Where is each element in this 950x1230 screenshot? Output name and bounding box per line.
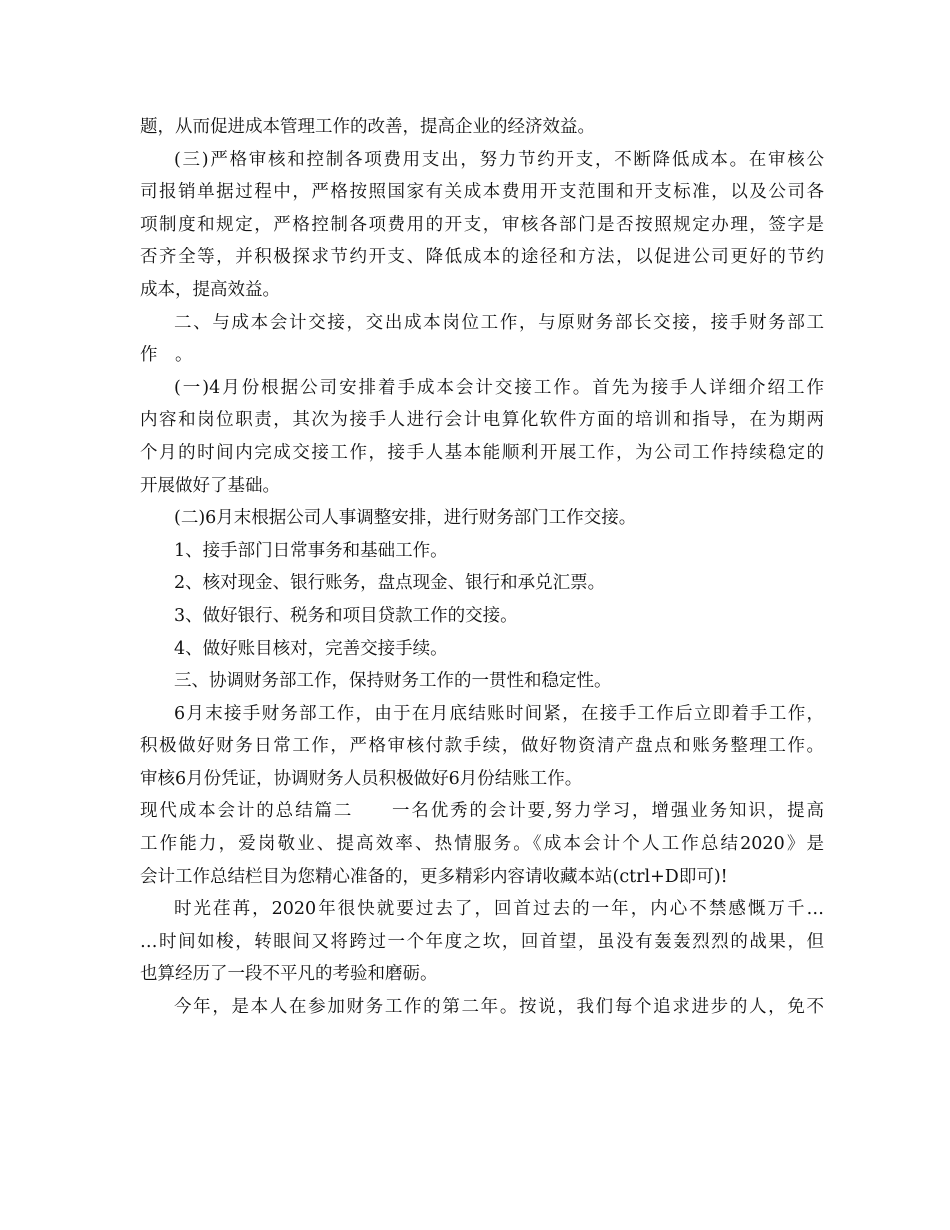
- text-line: 3、做好银行、税务和项目贷款工作的交接。: [174, 605, 518, 626]
- text-line: 司报销单据过程中，严格按照国家有关成本费用开支范围和开支标准，以及公司各: [140, 182, 824, 203]
- text-line: 成本，提高效益。: [140, 279, 280, 300]
- text-line: 三、协调财务部工作，保持财务工作的一贯性和稳定性。: [174, 671, 612, 692]
- text-line: 工作能力，爱岗敬业、提高效率、热情服务。《成本会计个人工作总结2020》是: [140, 834, 824, 855]
- text-line: 也算经历了一段不平凡的考验和磨砺。: [140, 964, 438, 985]
- text-line: 1、接手部门日常事务和基础工作。: [174, 540, 448, 561]
- text-line: 现代成本会计的总结篇二 一名优秀的会计要,努力学习，增强业务知识，提高: [140, 801, 824, 822]
- text-line: 内容和岗位职责，其次为接手人进行会计电算化软件方面的培训和指导，在为期两: [140, 410, 824, 431]
- document-page: [140, 111, 824, 1024]
- text-line: 今年，是本人在参加财务工作的第二年。按说，我们每个追求进步的人，免不: [174, 997, 824, 1018]
- text-line: (一)4月份根据公司安排着手成本会计交接工作。首先为接手人详细介绍工作: [174, 377, 824, 398]
- text-line: 4、做好账目核对，完善交接手续。: [174, 638, 448, 659]
- text-line: 二、与成本会计交接，交出成本岗位工作，与原财务部长交接，接手财务部工: [174, 312, 824, 333]
- text-line: …时间如梭，转眼间又将跨过一个年度之坎，回首望，虽没有轰轰烈烈的战果，但: [140, 931, 824, 952]
- text-line: 2、核对现金、银行账务，盘点现金、银行和承兑汇票。: [174, 573, 606, 594]
- text-line: 否齐全等，并积极探求节约开支、降低成本的途径和方法，以促进公司更好的节约: [140, 247, 824, 268]
- text-line: 作 。: [140, 345, 193, 366]
- text-line: 题，从而促进成本管理工作的改善，提高企业的经济效益。: [140, 117, 595, 137]
- text-line: 时光荏苒，2020年很快就要过去了，回首过去的一年，内心不禁感慨万千…: [174, 899, 824, 920]
- text-line: 积极做好财务日常工作，严格审核付款手续，做好物资清产盘点和账务整理工作。: [140, 736, 824, 757]
- text-line: 个月的时间内完成交接工作，接手人基本能顺利开展工作，为公司工作持续稳定的: [140, 442, 824, 463]
- text-line: (二)6月末根据公司人事调整安排，进行财务部门工作交接。: [174, 508, 637, 529]
- text-line: 开展做好了基础。: [140, 475, 280, 496]
- text-line: 审核6月份凭证，协调财务人员积极做好6月份结账工作。: [140, 768, 583, 789]
- text-line: 项制度和规定，严格控制各项费用的开支，审核各部门是否按照规定办理，签字是: [140, 214, 824, 235]
- text-line: 6月末接手财务部工作，由于在月底结账时间紧，在接手工作后立即着手工作，: [174, 703, 824, 724]
- text-line: 会计工作总结栏目为您精心准备的，更多精彩内容请收藏本站(ctrl+D即可)!: [140, 866, 728, 887]
- text-line: (三)严格审核和控制各项费用支出，努力节约开支，不断降低成本。在审核公: [174, 149, 824, 170]
